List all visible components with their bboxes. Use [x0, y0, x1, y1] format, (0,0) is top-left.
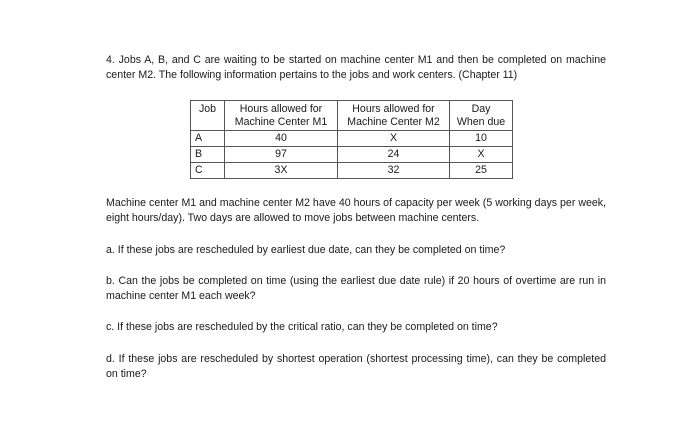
cell-m1: 40	[225, 131, 338, 147]
question-d: d. If these jobs are rescheduled by shortest operation (shortest processing time), can they be completed on time?	[106, 353, 606, 380]
cell-due: 10	[450, 131, 513, 147]
jobs-table	[190, 100, 513, 179]
cell-m1: 3X	[225, 163, 338, 179]
header-job: Job	[191, 101, 225, 131]
cell-job: A	[191, 131, 225, 147]
question-c: c. If these jobs are rescheduled by the critical ratio, can they be completed on time?	[106, 321, 498, 333]
header-m2: Hours allowed for Machine Center M2	[338, 101, 450, 131]
cell-due: 25	[450, 163, 513, 179]
table-header-row	[191, 101, 513, 131]
table-row	[191, 163, 513, 179]
capacity-paragraph: Machine center M1 and machine center M2 have 40 hours of capacity per week (5 working days per week, eight hours/day). Two days are allowed to move jobs between machine centers.	[106, 197, 606, 224]
table-row	[191, 131, 513, 147]
cell-job: B	[191, 147, 225, 163]
problem-intro: 4. Jobs A, B, and C are waiting to be started on machine center M1 and then be completed on machine center M2. The following information pertains to the jobs and work centers. (Chapter 11)	[106, 54, 606, 81]
question-a: a. If these jobs are rescheduled by earliest due date, can they be completed on time?	[106, 244, 506, 256]
header-due: Day When due	[450, 101, 513, 131]
cell-job: C	[191, 163, 225, 179]
cell-m1: 97	[225, 147, 338, 163]
table-row	[191, 147, 513, 163]
cell-due: X	[450, 147, 513, 163]
cell-m2: 32	[338, 163, 450, 179]
header-m1: Hours allowed for Machine Center M1	[225, 101, 338, 131]
cell-m2: 24	[338, 147, 450, 163]
question-b: b. Can the jobs be completed on time (using the earliest due date rule) if 20 hours of overtime are run in machine center M1 each week?	[106, 275, 606, 302]
cell-m2: X	[338, 131, 450, 147]
